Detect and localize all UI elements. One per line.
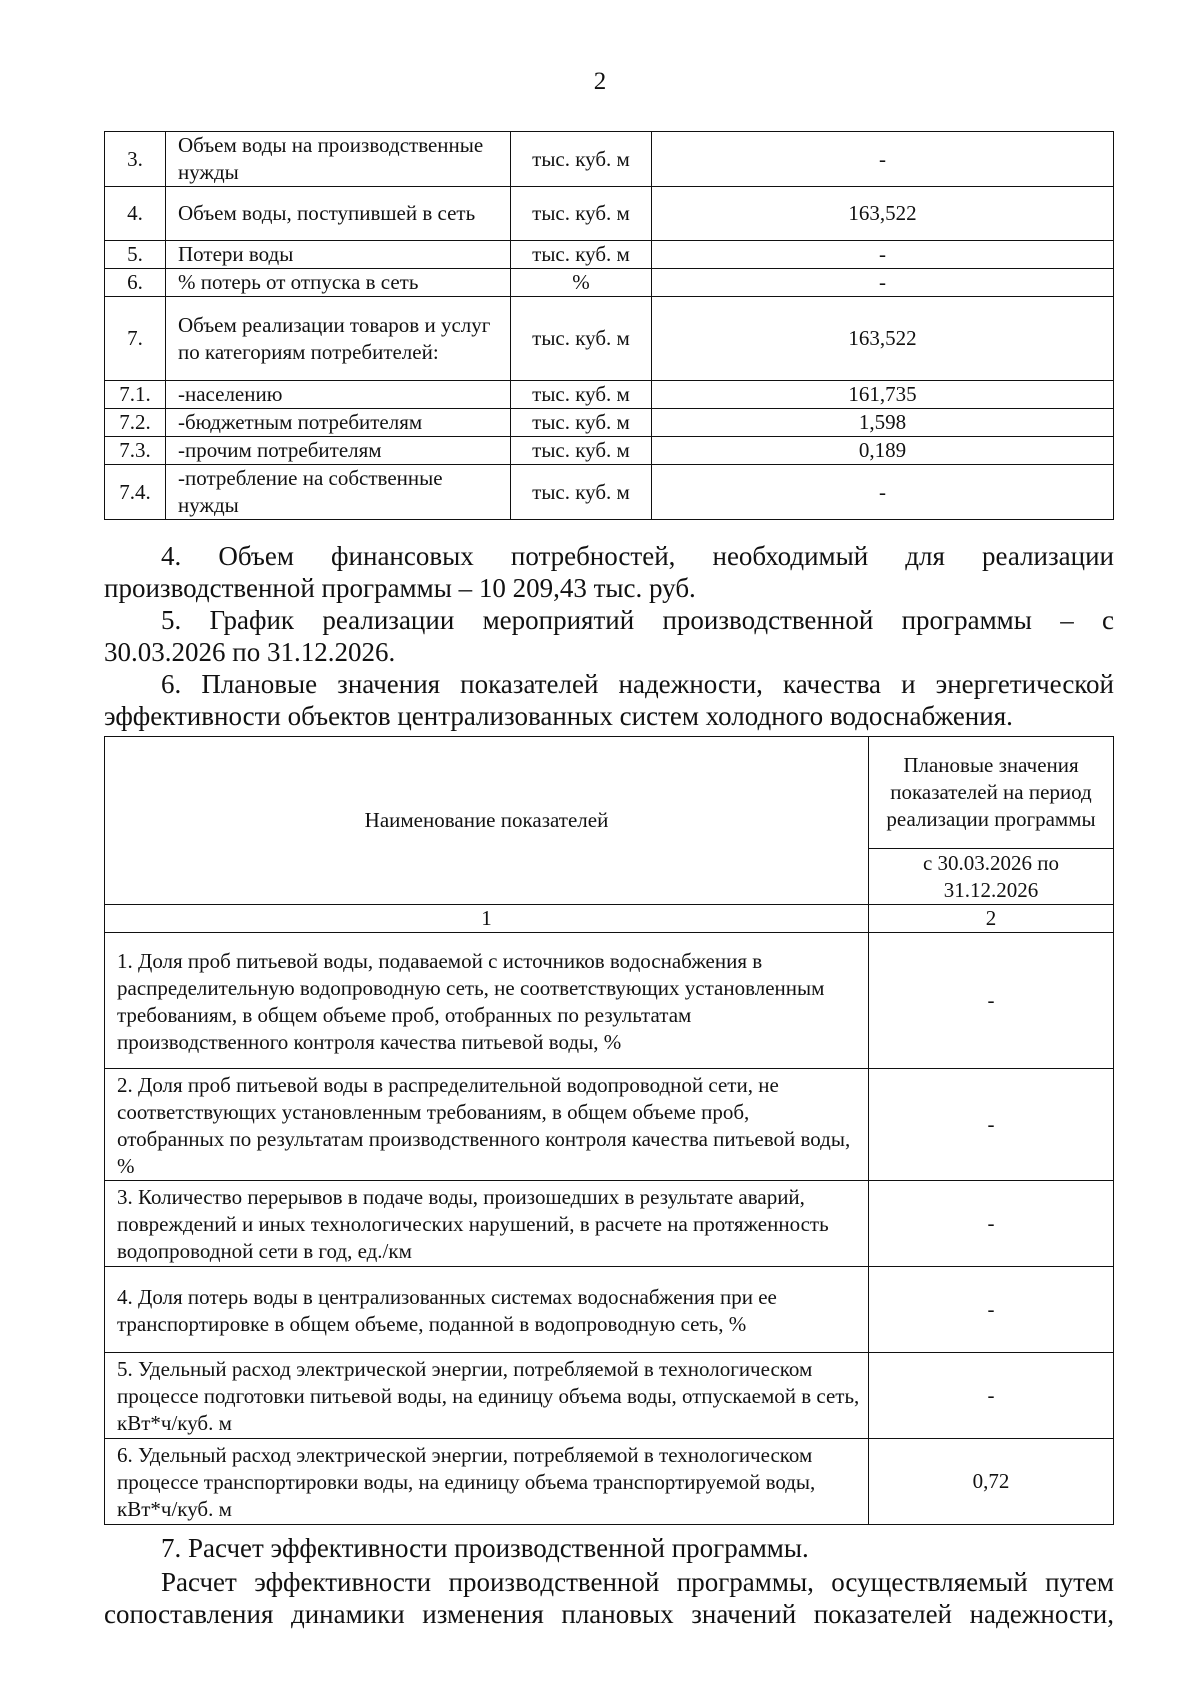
paragraph-line: сопоставления динамики изменения плановых значений показателей надежности, <box>104 1599 1114 1629</box>
table-row <box>105 269 1114 297</box>
table-row <box>105 437 1114 465</box>
row-name: -бюджетным потребителям <box>166 409 511 437</box>
indicator-value: - <box>869 1181 1114 1267</box>
paragraph-financial-needs <box>104 540 1114 604</box>
table-row <box>105 933 1114 1069</box>
indicator-value: 0,72 <box>869 1439 1114 1525</box>
table-row <box>105 1439 1114 1525</box>
row-unit: % <box>511 269 652 297</box>
row-value: - <box>652 269 1114 297</box>
row-name: -потребление на собственные нужды <box>166 465 511 520</box>
row-value: - <box>652 241 1114 269</box>
row-value: 161,735 <box>652 381 1114 409</box>
header-indicator-name: Наименование показателей <box>105 737 869 905</box>
indicator-name: 5. Удельный расход электрической энергии, потребляемой в технологическом процессе подготовки питьевой воды, на единицу объема воды, отпускаемой в сеть, кВт*ч/куб. м <box>105 1353 869 1439</box>
paragraph-line: 4. Объем финансовых потребностей, необходимый для реализации <box>161 541 1114 571</box>
row-unit: тыс. куб. м <box>511 437 652 465</box>
column-number: 1 <box>105 905 869 933</box>
row-name: Объем реализации товаров и услуг по категориям потребителей: <box>166 297 511 381</box>
table-row <box>105 1353 1114 1439</box>
row-number: 7.2. <box>105 409 166 437</box>
row-value: 163,522 <box>652 187 1114 241</box>
row-name: Потери воды <box>166 241 511 269</box>
table-header-row <box>105 737 1114 849</box>
paragraph-line: эффективности объектов централизованных систем холодного водоснабжения. <box>104 701 1013 731</box>
indicator-name: 1. Доля проб питьевой воды, подаваемой с источников водоснабжения в распределительную водопроводную сеть, не соответствующих установленным требованиям, в общем объеме проб, отобранных по результатам производственного контроля качества питьевой воды, % <box>105 933 869 1069</box>
page-number: 2 <box>593 68 607 95</box>
indicator-value: - <box>869 933 1114 1069</box>
indicator-name: 2. Доля проб питьевой воды в распределительной водопроводной сети, не соответствующих установленным требованиям, в общем объеме проб, отобранных по результатам производственного контроля качества питьевой воды, % <box>105 1069 869 1181</box>
indicator-value: - <box>869 1353 1114 1439</box>
row-unit: тыс. куб. м <box>511 409 652 437</box>
row-number: 6. <box>105 269 166 297</box>
row-name: -прочим потребителям <box>166 437 511 465</box>
row-unit: тыс. куб. м <box>511 187 652 241</box>
row-name: % потерь от отпуска в сеть <box>166 269 511 297</box>
table-row <box>105 465 1114 520</box>
row-value: 163,522 <box>652 297 1114 381</box>
row-number: 4. <box>105 187 166 241</box>
row-name: Объем воды на производственные нужды <box>166 132 511 187</box>
indicator-name: 3. Количество перерывов в подаче воды, произошедших в результате аварий, повреждений и иных технологических нарушений, в расчете на протяженность водопроводной сети в год, ед./км <box>105 1181 869 1267</box>
paragraph-line: 30.03.2026 по 31.12.2026. <box>104 637 396 667</box>
table-column-number-row <box>105 905 1114 933</box>
header-period: с 30.03.2026 по 31.12.2026 <box>869 849 1114 905</box>
row-unit: тыс. куб. м <box>511 297 652 381</box>
paragraph-efficiency-heading <box>104 1532 1114 1564</box>
row-value: - <box>652 465 1114 520</box>
paragraph-line: производственной программы – 10 209,43 тыс. руб. <box>104 573 696 603</box>
row-number: 3. <box>105 132 166 187</box>
row-unit: тыс. куб. м <box>511 465 652 520</box>
paragraph-schedule <box>104 604 1114 668</box>
table-row <box>105 241 1114 269</box>
indicators-table <box>104 736 1114 1525</box>
row-value: 1,598 <box>652 409 1114 437</box>
indicator-name: 6. Удельный расход электрической энергии, потребляемой в технологическом процессе транспортировки воды, на единицу объема транспортируемой воды, кВт*ч/куб. м <box>105 1439 869 1525</box>
paragraph-line: 5. График реализации мероприятий производственной программы – с <box>161 605 1114 635</box>
row-number: 7.4. <box>105 465 166 520</box>
paragraph-line: 6. Плановые значения показателей надежности, качества и энергетической <box>161 669 1114 699</box>
table-row <box>105 297 1114 381</box>
indicator-name: 4. Доля потерь воды в централизованных системах водоснабжения при ее транспортировке в общем объеме, поданной в водопроводную сеть, % <box>105 1267 869 1353</box>
row-number: 5. <box>105 241 166 269</box>
row-number: 7.3. <box>105 437 166 465</box>
water-volume-table <box>104 131 1114 520</box>
column-number: 2 <box>869 905 1114 933</box>
table-row <box>105 1181 1114 1267</box>
row-value: - <box>652 132 1114 187</box>
header-planned-values: Плановые значения показателей на период реализации программы <box>869 737 1114 849</box>
paragraph-efficiency-calc <box>104 1566 1114 1630</box>
table-row <box>105 1069 1114 1181</box>
indicator-value: - <box>869 1267 1114 1353</box>
table-row <box>105 409 1114 437</box>
table-row <box>105 187 1114 241</box>
row-number: 7.1. <box>105 381 166 409</box>
row-number: 7. <box>105 297 166 381</box>
indicator-value: - <box>869 1069 1114 1181</box>
row-unit: тыс. куб. м <box>511 241 652 269</box>
paragraph-line: Расчет эффективности производственной программы, осуществляемый путем <box>161 1567 1114 1597</box>
row-unit: тыс. куб. м <box>511 132 652 187</box>
row-name: Объем воды, поступившей в сеть <box>166 187 511 241</box>
paragraph-line: 7. Расчет эффективности производственной программы. <box>161 1533 809 1563</box>
row-unit: тыс. куб. м <box>511 381 652 409</box>
paragraph-planned-indicators <box>104 668 1114 732</box>
row-value: 0,189 <box>652 437 1114 465</box>
table-row <box>105 132 1114 187</box>
row-name: -населению <box>166 381 511 409</box>
table-row <box>105 1267 1114 1353</box>
table-row <box>105 381 1114 409</box>
